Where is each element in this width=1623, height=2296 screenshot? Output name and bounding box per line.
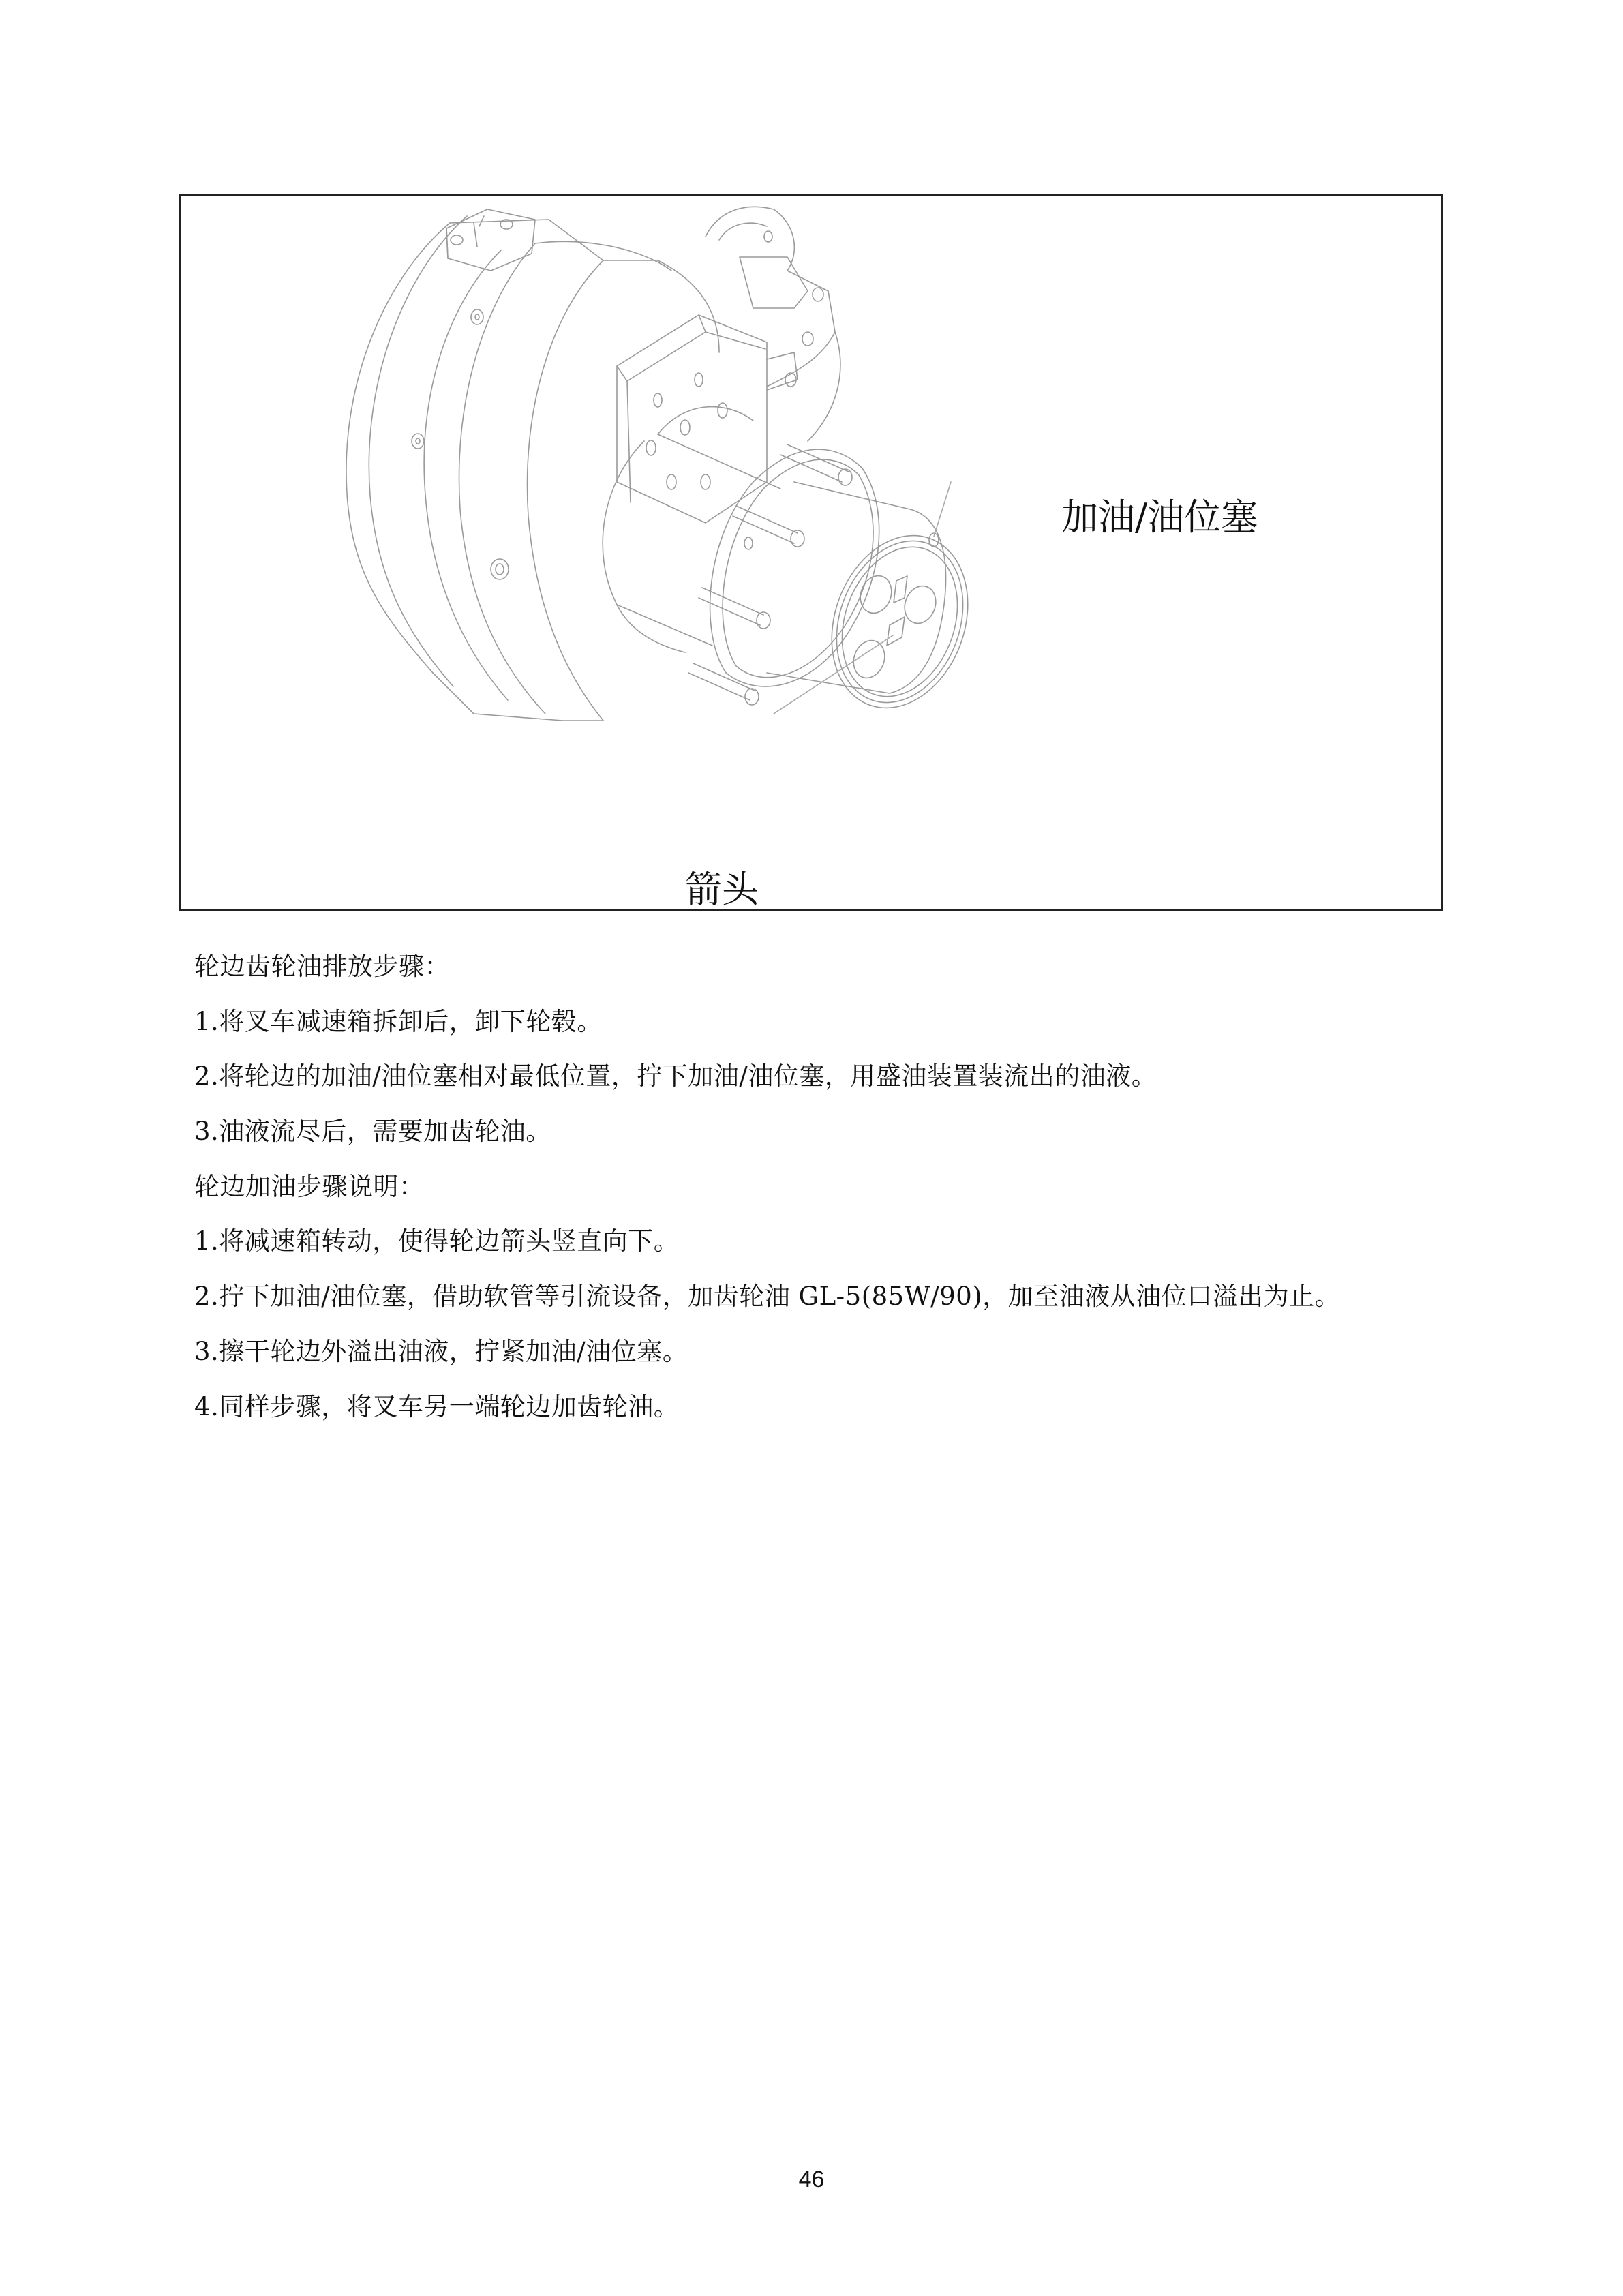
technical-drawing-figure	[179, 194, 1443, 911]
page-number: 46	[798, 2166, 825, 2192]
fill-step-2: 2.拧下加油/油位塞，借助软管等引流设备，加齿轮油 GL-5(85W/90)，加至油液从油位口溢出为止。	[194, 1282, 1341, 1312]
drain-step-3: 3.油液流尽后，需要加齿轮油。	[194, 1117, 551, 1147]
section-heading-fill: 轮边加油步骤说明：	[194, 1171, 425, 1201]
section-heading-drain: 轮边齿轮油排放步骤：	[194, 952, 450, 981]
gear-reducer-line-drawing	[181, 196, 1441, 909]
drain-step-1: 1.将叉车减速箱拆卸后，卸下轮毂。	[194, 1006, 603, 1036]
arrow-callout: 箭头	[685, 868, 759, 911]
fill-step-1: 1.将减速箱转动，使得轮边箭头竖直向下。	[194, 1226, 680, 1256]
fill-step-3: 3.擦干轮边外溢出油液，拧紧加油/油位塞。	[194, 1336, 688, 1366]
fill-plug-callout: 加油/油位塞	[1061, 496, 1258, 539]
fill-step-4: 4.同样步骤，将叉车另一端轮边加齿轮油。	[194, 1391, 680, 1421]
drain-step-2: 2.将轮边的加油/油位塞相对最低位置，拧下加油/油位塞，用盛油装置装流出的油液。	[194, 1061, 1157, 1091]
instructions-body	[194, 949, 1489, 1444]
